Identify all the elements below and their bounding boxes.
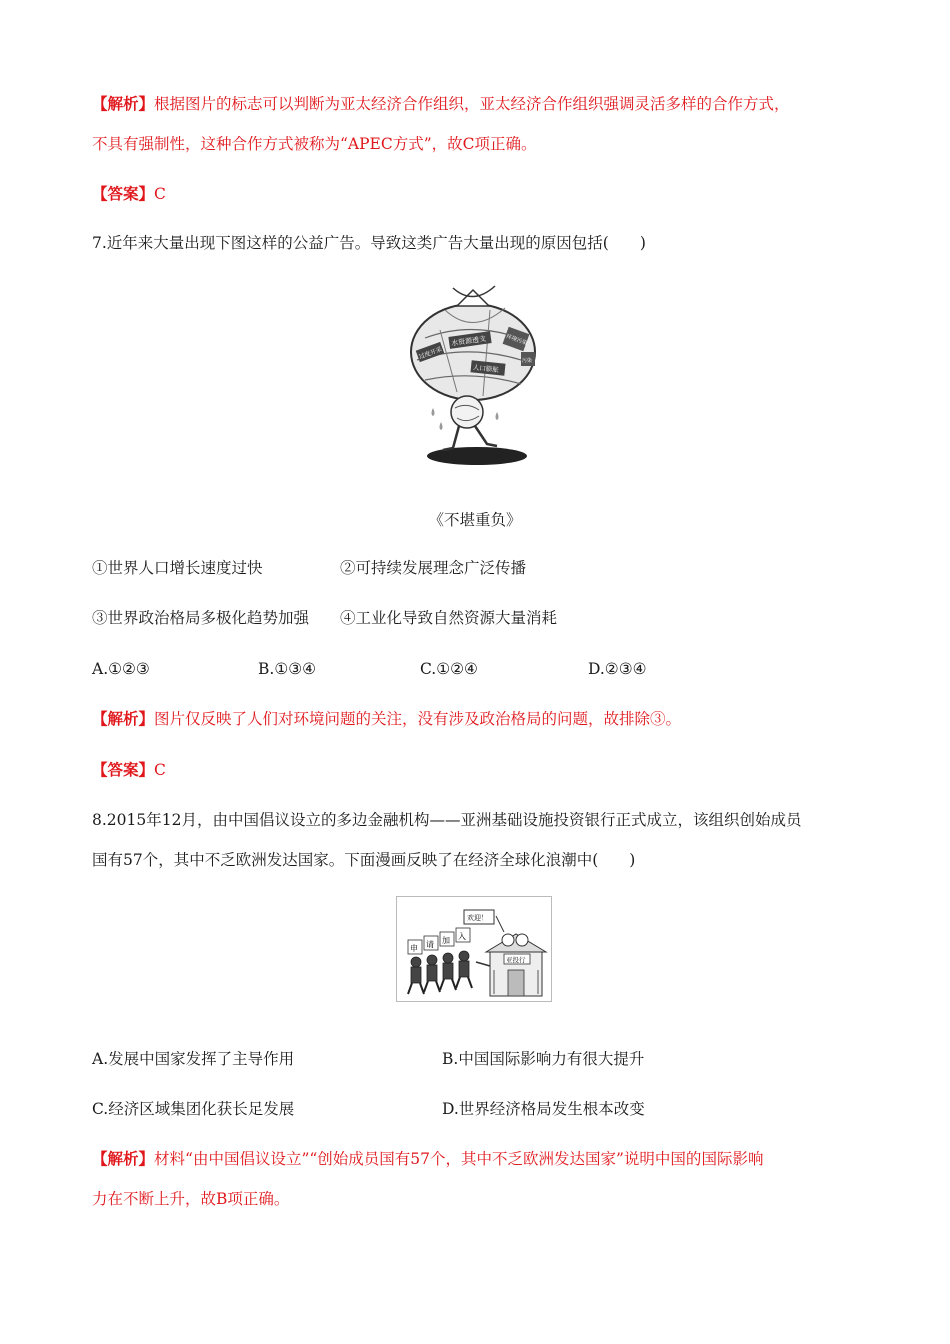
q7-cartoon-figure	[395, 280, 555, 470]
q7-item-3: ③世界政治格局多极化趋势加强	[92, 609, 310, 627]
q7-item-4: ④工业化导致自然资源大量消耗	[340, 609, 558, 627]
q8-analysis-line2: 力在不断上升，故B项正确。	[92, 1190, 290, 1208]
q8-analysis-line1: 【解析】材料“由中国倡议设立”“创始成员国有57个，其中不乏欧洲发达国家”说明中国的国际影响	[92, 1149, 764, 1168]
q7-option-a: A.①②③	[92, 660, 150, 678]
q6-answer: 【答案】C	[92, 184, 166, 203]
globe-character	[451, 396, 483, 428]
q8-stem-line1: 8.2015年12月，由中国倡议设立的多边金融机构——亚洲基础设施投资银行正式成立，该组织创始成员	[92, 811, 802, 829]
label-population: 人口膨胀	[472, 363, 500, 375]
q8-option-d: D.世界经济格局发生根本改变	[442, 1100, 645, 1118]
q7-option-c: C.①②④	[420, 660, 478, 678]
q7-answer: 【答案】C	[92, 760, 166, 779]
banner-char-1: 申	[410, 944, 418, 953]
shadow-shape	[427, 447, 527, 465]
legs-shape	[443, 426, 497, 450]
q6-analysis-line1: 【解析】根据图片的标志可以判断为亚太经济合作组织，亚太经济合作组织强调灵活多样的合作方式，	[92, 94, 790, 113]
q6-analysis-line2: 不具有强制性，这种合作方式被称为“APEC方式”，故C项正确。	[92, 135, 537, 153]
banner-char-3: 加	[442, 936, 450, 945]
q8-option-c: C.经济区域集团化获长足发展	[92, 1100, 295, 1118]
q8-option-a: A.发展中国家发挥了主导作用	[92, 1050, 295, 1068]
q7-item-2: ②可持续发展理念广泛传播	[340, 559, 527, 577]
q8-cartoon-figure	[396, 896, 552, 1002]
banner-char-2: 请	[426, 940, 434, 949]
q8-option-b: B.中国国际影响力有很大提升	[442, 1050, 645, 1068]
q6-analysis-tag: 【解析】	[92, 94, 155, 113]
q8-stem-line2: 国有57个，其中不乏欧洲发达国家。下面漫画反映了在经济全球化浪潮中( )	[92, 851, 636, 869]
banner-char-4: 入	[458, 932, 466, 941]
label-pollution-small: 污染	[522, 358, 533, 364]
label-pollution: 环境污染	[505, 333, 528, 347]
bank-label: 亚投行	[506, 956, 526, 964]
label-overmining: 过度开采	[418, 346, 444, 361]
q7-analysis: 【解析】图片仅反映了人们对环境问题的关注，没有涉及政治格局的问题，故排除③。	[92, 709, 682, 728]
q7-figure-caption: 《不堪重负》	[428, 511, 522, 529]
label-water: 水资源透支	[450, 334, 487, 348]
bow-shape	[457, 290, 489, 306]
q7-stem: 7.近年来大量出现下图这样的公益广告。导致这类广告大量出现的原因包括( )	[92, 234, 646, 252]
svg-text:欢迎！: 欢迎！	[467, 914, 488, 922]
q7-option-d: D.②③④	[588, 660, 647, 678]
q7-option-b: B.①③④	[258, 660, 317, 678]
q7-item-1: ①世界人口增长速度过快	[92, 559, 263, 577]
